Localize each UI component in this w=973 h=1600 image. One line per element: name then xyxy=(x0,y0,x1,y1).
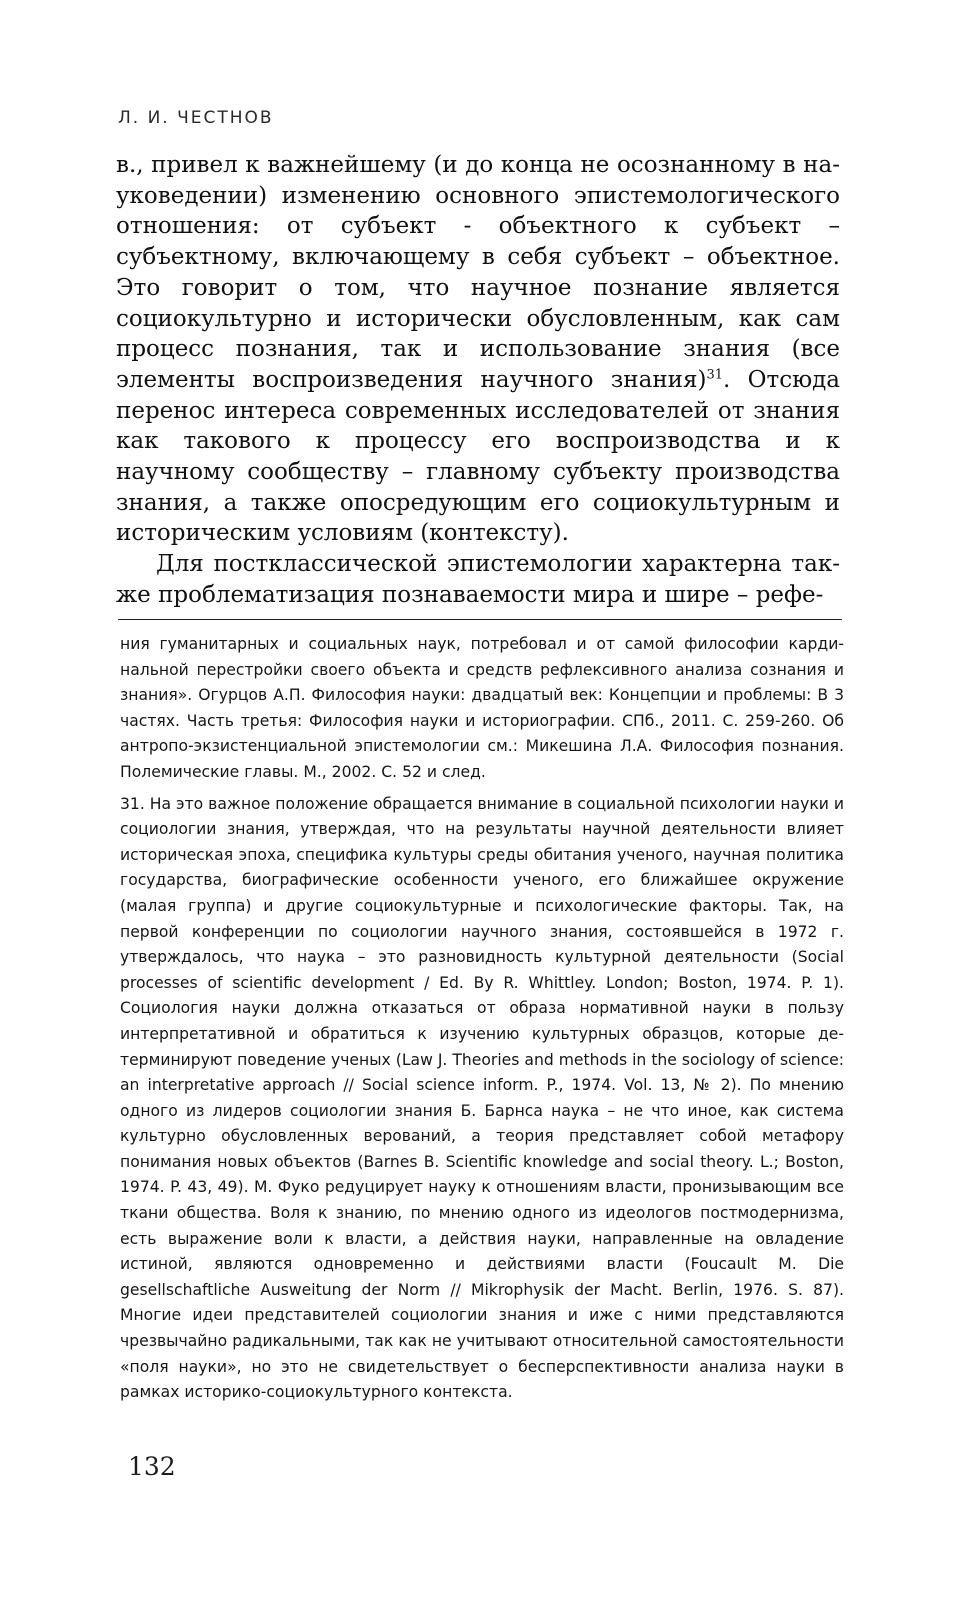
footnote-31: 31. На это важное положение обращается внимание в социальной психологии науки и социологии знания, утверждая, что на результаты научной деятельности влияет историческая эпоха, специфика культуры среды обитания ученого, научная политика государства, биографические особенности ученого, его ближайшее окружение (малая группа) и другие социокультурные и психологические факторы. Так, на первой конференции по социологии научного знания, состоявшейся в 1972 г. утверждалось, что наука – это разновидность культурной деятельности (Social processes of scientific development / Ed. By R. Whittley. London; Boston, 1974. P. 1). Социология науки должна отказаться от образа нормативной науки в пользу интерпретативной и обратиться к изучению культурных образцов, которые детерминируют поведение ученых (Law J. Theories and methods in the sociology of science: an interpretative approach // Social science inform. P., 1974. Vol. 13, № 2). По мнению одного из лидеров социологии знания Б. Барнса наука – не что иное, как система культурно обусловленных верований, а теория представляет собой метафору понимания новых объектов (Barnes B. Scientific knowledge and social theory. L.; Boston, 1974. P. 43, 49). М. Фуко редуцирует науку к отношениям власти, пронизывающим все ткани общества. Воля к знанию, по мнению одного из идеологов постмодернизма, есть выражение воли к власти, а действия науки, направленные на овладение истиной, являются одновременно и действиями власти (Foucault M. Die gesellschaftliche Ausweitung der Norm // Mikrophysik der Macht. Berlin, 1976. S. 87). Многие идеи представителей социологии знания и иже с ними представляются чрезвычайно радикальными, так как не учитывают относительной самостоятельности «поля науки», но это не свидетельствует о бесперспективности анализа науки в рамках историко-социокультурного контекста. xyxy=(120,794,844,1402)
page-number: 132 xyxy=(128,1452,176,1481)
footnotes-block xyxy=(120,632,844,1406)
main-paragraph-1-part-2: . Отсюда перенос интереса современных исследователей от знания как такового к процессу его воспроизводства и к научному сообществу – главному субъекту производства знания, а также опосредующим его социокультурным и историческим условиям (контексту). xyxy=(116,366,841,547)
main-paragraph-1-part-1: в., привел к важнейшему (и до конца не осознанному в науковедении) изменению основного эпистемологического отношения: от субъект - объектного к субъект – субъектному, включающему в себя субъект – объектное. Это говорит о том, что научное познание является социокультурно и исторически обусловленным, как сам процесс познания, так и использование знания (все элементы воспроизведения научного знания) xyxy=(116,152,840,393)
running-head-author: Л. И. ЧЕСТНОВ xyxy=(118,108,274,128)
footnote-reference-31: 31 xyxy=(706,367,724,383)
footnote-separator-rule xyxy=(118,619,842,620)
footnote-continuation: ния гуманитарных и социальных наук, потребовал и от самой философии кардинальной перестройки своего объекта и средств рефлексивного анализа сознания и знания». Огурцов А.П. Философия науки: двадцатый век: Концепции и проблемы: В 3 частях. Часть третья: Философия науки и историографии. СПб., 2011. С. 259-260. Об антропо-экзистенциальной эпистемологии см.: Микешина Л.А. Философия познания. Полемические главы. М., 2002. С. 52 и след. xyxy=(120,635,844,781)
main-paragraph-2: Для постклассической эпистемологии характерна также проблематизация познаваемости мира и шире – рефе- xyxy=(116,551,840,608)
main-paragraph-1 xyxy=(116,150,840,549)
main-text-body xyxy=(116,150,840,611)
